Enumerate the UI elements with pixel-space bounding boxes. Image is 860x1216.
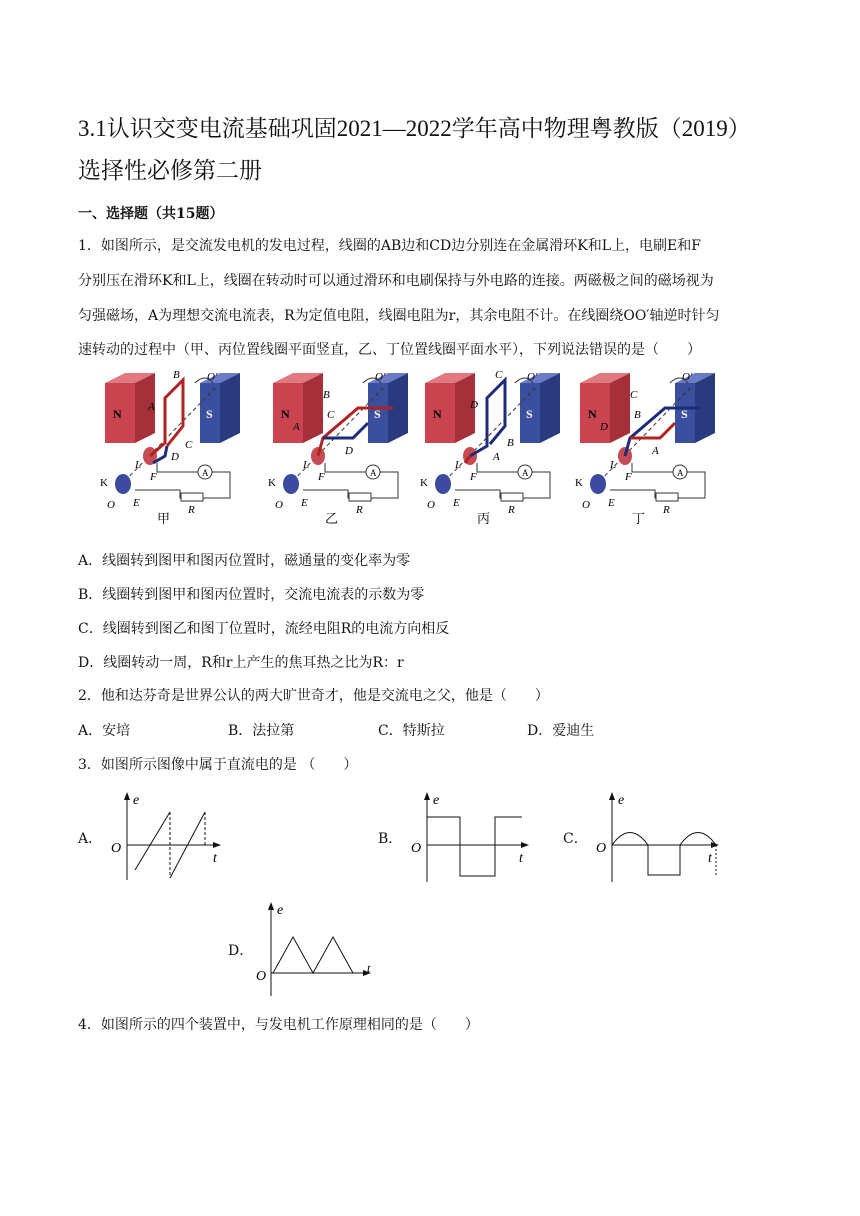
- axis-x-label: t: [213, 851, 217, 866]
- q3-option-d-label: D．: [228, 943, 254, 959]
- label-A: A: [652, 445, 659, 457]
- label-K: K: [100, 477, 108, 489]
- q3-graph-a: [105, 790, 230, 885]
- q3-graph-b: [405, 790, 535, 885]
- axis-y-label: e: [433, 793, 440, 808]
- label-C: C: [327, 409, 335, 421]
- label-E: E: [133, 497, 140, 509]
- label-F: F: [318, 471, 325, 483]
- q1-generator-figures: [95, 368, 735, 528]
- caption-jia: 甲: [157, 511, 171, 526]
- label-D: D: [171, 451, 179, 463]
- q1-line-2: 分别压在滑环K和L上，线圈在转动时可以通过滑环和电刷保持与外电路的连接。两磁极之间的磁场视为: [78, 273, 714, 289]
- label-E: E: [608, 497, 615, 509]
- origin-label: O: [596, 841, 607, 856]
- label-F: F: [625, 471, 632, 483]
- label-R: R: [188, 504, 195, 516]
- q2-stem: 2．他和达芬奇是世界公认的两大旷世奇才，他是交流电之父，他是（ ）: [78, 688, 549, 704]
- q3-option-c-label: C．: [563, 831, 588, 847]
- origin-label: O: [111, 841, 122, 856]
- label-ammeter: A: [522, 468, 529, 478]
- label-C: C: [630, 389, 638, 401]
- label-O-prime: O′: [207, 371, 218, 383]
- label-K: K: [420, 477, 428, 489]
- q1-option-b: B．线圈转到图甲和图丙位置时，交流电流表的示数为零: [78, 587, 425, 603]
- label-E: E: [301, 497, 308, 509]
- label-B: B: [507, 437, 514, 449]
- label-O: O: [107, 499, 115, 511]
- label-N: N: [113, 407, 122, 421]
- label-E: E: [453, 497, 460, 509]
- label-N: N: [281, 407, 290, 421]
- label-C: C: [185, 439, 193, 451]
- label-S: S: [206, 407, 213, 421]
- q1-line-1: 1．如图所示，是交流发电机的发电过程，线圈的AB边和CD边分别连在金属滑环K和L上，电刷E和F: [78, 238, 701, 254]
- axis-y-label: e: [277, 903, 284, 918]
- doc-title-line1: 3.1认识交变电流基础巩固2021—2022学年高中物理粤教版（2019）: [78, 116, 751, 141]
- label-B: B: [323, 389, 330, 401]
- label-O: O: [427, 499, 435, 511]
- q1-option-c: C．线圈转到图乙和图丁位置时，流经电阻R的电流方向相反: [78, 621, 450, 637]
- label-K: K: [268, 477, 276, 489]
- label-B: B: [173, 369, 180, 381]
- q2-option-d: D．爱迪生: [527, 723, 595, 739]
- label-A: A: [493, 451, 500, 463]
- axis-x-label: t: [367, 961, 371, 975]
- label-F: F: [150, 471, 157, 483]
- label-ammeter: A: [677, 468, 684, 478]
- caption-bing: 丙: [477, 511, 491, 526]
- label-L: L: [303, 459, 310, 471]
- label-S: S: [374, 407, 381, 421]
- label-R: R: [663, 504, 670, 516]
- doc-title-line2: 选择性必修第二册: [78, 158, 262, 183]
- label-L: L: [610, 459, 617, 471]
- q3-stem: 3．如图所示图像中属于直流电的是 （ ）: [78, 757, 358, 773]
- label-O-prime: O′: [375, 371, 386, 383]
- q2-option-b: B．法拉第: [228, 723, 295, 739]
- label-O-prime: O′: [527, 371, 538, 383]
- axis-y-label: e: [618, 793, 625, 808]
- q3-option-a-label: A．: [78, 831, 103, 847]
- label-S: S: [526, 407, 533, 421]
- label-R: R: [356, 504, 363, 516]
- section-heading: 一、选择题（共15题）: [78, 206, 224, 222]
- label-N: N: [588, 407, 597, 421]
- caption-ding: 丁: [632, 511, 646, 526]
- label-A: A: [293, 421, 300, 433]
- label-N: N: [433, 407, 442, 421]
- label-B: B: [634, 409, 641, 421]
- label-D: D: [470, 399, 478, 411]
- caption-yi: 乙: [325, 511, 339, 526]
- origin-label: O: [411, 841, 422, 856]
- q1-line-4: 速转动的过程中（甲、丙位置线圈平面竖直，乙、丁位置线圈平面水平），下列说法错误的是（ ）: [78, 342, 701, 358]
- label-O: O: [582, 499, 590, 511]
- label-ammeter: A: [370, 468, 377, 478]
- label-L: L: [455, 459, 462, 471]
- label-D: D: [345, 445, 353, 457]
- q1-option-a: A．线圈转到图甲和图丙位置时，磁通量的变化率为零: [78, 553, 411, 569]
- label-R: R: [508, 504, 515, 516]
- label-S: S: [681, 407, 688, 421]
- q2-option-a: A．安培: [78, 723, 131, 739]
- q1-option-d: D．线圈转动一周，R和r上产生的焦耳热之比为R：r: [78, 655, 404, 671]
- label-L: L: [135, 459, 142, 471]
- label-O-prime: O′: [682, 371, 693, 383]
- q2-option-c: C．特斯拉: [378, 723, 445, 739]
- axis-x-label: t: [708, 851, 712, 866]
- label-A: A: [148, 401, 155, 413]
- axis-x-label: t: [519, 851, 523, 866]
- origin-label: O: [256, 969, 267, 984]
- label-F: F: [470, 471, 477, 483]
- q3-graph-d: [255, 900, 380, 1000]
- label-K: K: [575, 477, 583, 489]
- label-C: C: [495, 369, 503, 381]
- q4-stem: 4．如图所示的四个装置中，与发电机工作原理相同的是（ ）: [78, 1017, 479, 1033]
- q3-option-b-label: B．: [378, 831, 403, 847]
- label-D: D: [600, 421, 608, 433]
- axis-y-label: e: [133, 793, 140, 808]
- q3-graph-c: [590, 790, 725, 885]
- q1-line-3: 匀强磁场，A为理想交流电流表，R为定值电阻，线圈电阻为r，其余电阻不计。在线圈绕OO′轴逆时针匀: [78, 308, 720, 324]
- label-ammeter: A: [202, 468, 209, 478]
- label-O: O: [275, 499, 283, 511]
